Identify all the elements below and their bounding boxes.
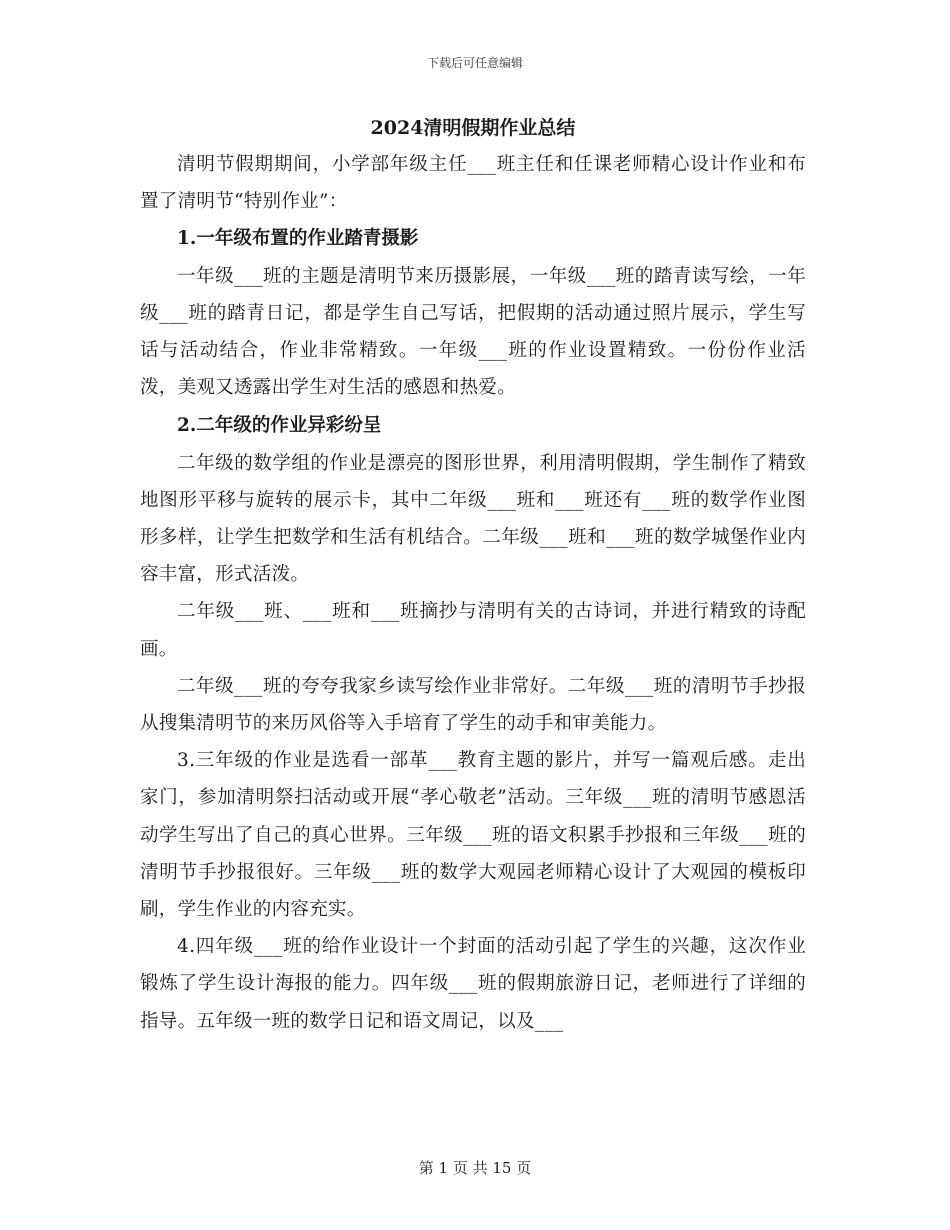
intro-paragraph: 清明节假期期间，小学部年级主任___班主任和任课老师精心设计作业和布置了清明节“特别作业”： [140,154,806,213]
document-body [140,110,806,1040]
section2-paragraph-1: 二年级的数学组的作业是漂亮的图形世界，利用清明假期，学生制作了精致地图形平移与旋转的展示卡，其中二年级___班和___班还有___班的数学作业图形多样，让学生把数学和生活有机结合。二年级___班和___班的数学城堡作业内容丰富，形式活泼。 [140,452,806,586]
section1-paragraph: 一年级___班的主题是清明节来历摄影展，一年级___班的踏青读写绘，一年级___班的踏青日记，都是学生自己写话，把假期的活动通过照片展示，学生写话与活动结合，作业非常精致。一年级___班的作业设置精致。一份份作业活泼，美观又透露出学生对生活的感恩和热爱。 [140,265,806,399]
document-title: 2024清明假期作业总结 [370,117,576,139]
section4-paragraph: 4.四年级___班的给作业设计一个封面的活动引起了学生的兴趣，这次作业锻炼了学生设计海报的能力。四年级___班的假期旅游日记，老师进行了详细的指导。五年级一班的数学日记和语文周记，以及___ [140,936,806,1032]
section2-paragraph-3: 二年级___班的夸夸我家乡读写绘作业非常好。二年级___班的清明节手抄报从搜集清明节的来历风俗等入手培育了学生的动手和审美能力。 [140,675,806,735]
page-header-note: 下载后可任意编辑 [426,56,523,70]
section2-paragraph-2: 二年级___班、___班和___班摘抄与清明有关的古诗词，并进行精致的诗配画。 [140,601,806,660]
page-number: 第 1 页 共 15 页 [418,1159,532,1177]
section1-heading: 1.一年级布置的作业踏青摄影 [177,228,419,250]
section3-paragraph: 3.三年级的作业是选看一部革___教育主题的影片，并写一篇观后感。走出家门，参加清明祭扫活动或开展“孝心敬老”活动。三年级___班的清明节感恩活动学生写出了自己的真心世界。三年级___班的语文积累手抄报和三年级___班的清明节手抄报很好。三年级___班的数学大观园老师精心设计了大观园的模板印刷，学生作业的内容充实。 [140,750,806,921]
section2-heading: 2.二年级的作业异彩纷呈 [177,415,382,437]
